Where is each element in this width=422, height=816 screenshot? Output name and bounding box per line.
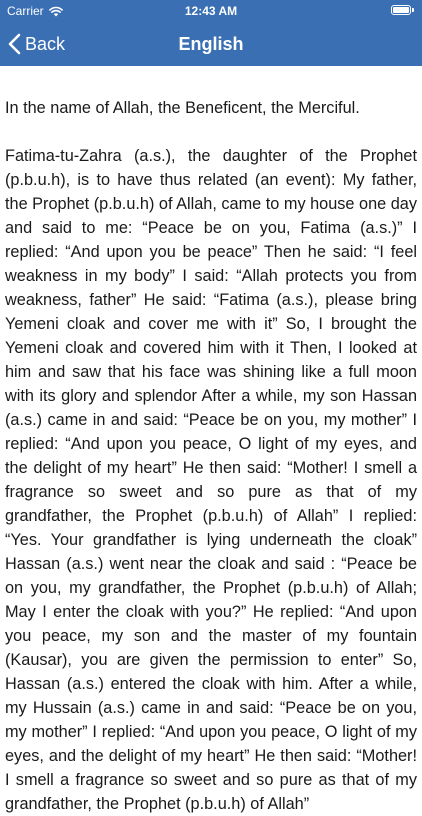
intro-text: In the name of Allah, the Beneficent, the Merciful.: [5, 99, 360, 117]
carrier-label: Carrier: [7, 4, 44, 18]
status-bar: [0, 0, 422, 22]
navigation-bar: [0, 22, 422, 66]
body-text: Fatima-tu-Zahra (a.s.), the daughter of the Prophet (p.b.u.h), is to have thus related (an event): My father, the Prophet (p.b.u.h) of Allah, came to my house one day and said to me: “Peace be on you, Fatima (a.s.)” I replied: “And upon you be peace” Then he said: “I feel weakness in my body” I said: “Allah protects you from weakness, father” He said: “Fatima (a.s.), please bring Yemeni cloak and cover me with it” So, I brought the Yemeni cloak and covered him with it Then, I looked at him and saw that his face was shining like a full moon with its glory and splendor After a while, my son Hassan (a.s.) came in and said: “Peace be on you, my mother” I replied: “And upon you peace, O light of my eyes, and the delight of my heart” He then said: “Mother! I smell a fragrance so sweet and so pure as that of my grandfather, the Prophet (p.b.u.h) of Allah” I replied: “Yes. Your grandfather is lying underneath the cloak” Hassan (a.s.) went near the cloak and said : “Peace be on you, my grandfather, the Prophet (p.b.u.h) of Allah; May I enter the cloak with you?” He replied: “And upon you peace, my son and the master of my fountain (Kausar), you are given the permission to enter” So, Hassan (a.s.) entered the cloak with him. After a while, my Hussain (a.s.) came in and said: “Peace be on you, my mother” I replied: “And upon you peace, O light of my eyes, and the delight of my heart” He then said: “Mother! I smell a fragrance so sweet and so pure as that of my grandfather, the Prophet (p.b.u.h) of Allah”: [5, 147, 417, 813]
back-button-label: Back: [25, 33, 66, 54]
page-title: English: [178, 34, 244, 54]
status-time: 12:43 AM: [184, 4, 238, 18]
content-scroll-view[interactable]: [0, 66, 422, 813]
battery-icon: [391, 5, 415, 16]
